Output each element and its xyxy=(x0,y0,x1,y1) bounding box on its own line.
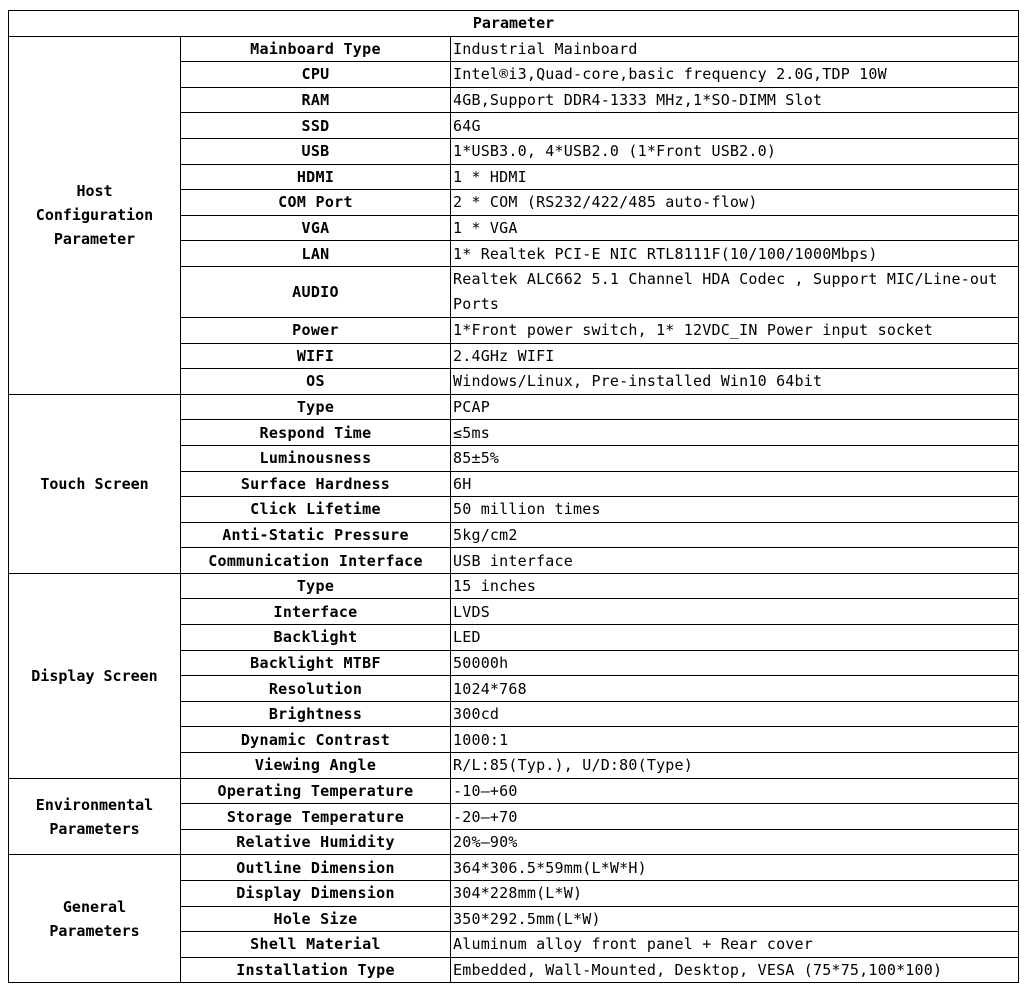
param-name: Click Lifetime xyxy=(181,497,451,523)
param-name: VGA xyxy=(181,215,451,241)
param-name: Respond Time xyxy=(181,420,451,446)
table-row xyxy=(9,36,1019,62)
param-value: Realtek ALC662 5.1 Channel HDA Codec , Support MIC/Line-out Ports xyxy=(451,266,1019,317)
param-value: Embedded, Wall-Mounted, Desktop, VESA (75*75,100*100) xyxy=(451,957,1019,983)
param-name: Storage Temperature xyxy=(181,804,451,830)
param-value: 1* Realtek PCI-E NIC RTL8111F(10/100/1000Mbps) xyxy=(451,241,1019,267)
param-value: 15 inches xyxy=(451,573,1019,599)
param-value: LVDS xyxy=(451,599,1019,625)
param-value: 50 million times xyxy=(451,497,1019,523)
param-name: OS xyxy=(181,369,451,395)
param-value: 4GB,Support DDR4-1333 MHz,1*SO-DIMM Slot xyxy=(451,87,1019,113)
group-name: Touch Screen xyxy=(9,394,181,573)
param-name: Outline Dimension xyxy=(181,855,451,881)
group-name: General Parameters xyxy=(9,855,181,983)
param-value: 1 * HDMI xyxy=(451,164,1019,190)
param-name: Shell Material xyxy=(181,932,451,958)
param-name: Display Dimension xyxy=(181,881,451,907)
param-value: 5kg/cm2 xyxy=(451,522,1019,548)
param-name: SSD xyxy=(181,113,451,139)
param-name: Luminousness xyxy=(181,445,451,471)
param-name: Dynamic Contrast xyxy=(181,727,451,753)
param-value: R/L:85(Typ.), U/D:80(Type) xyxy=(451,753,1019,779)
param-value: Windows/Linux, Pre-installed Win10 64bit xyxy=(451,369,1019,395)
param-name: Brightness xyxy=(181,701,451,727)
spec-table xyxy=(8,10,1019,983)
title-row xyxy=(9,11,1019,37)
param-name: Communication Interface xyxy=(181,548,451,574)
param-name: Backlight xyxy=(181,625,451,651)
group-name: Display Screen xyxy=(9,573,181,778)
param-value: 2 * COM (RS232/422/485 auto-flow) xyxy=(451,190,1019,216)
spec-body xyxy=(9,36,1019,983)
param-value: 2.4GHz WIFI xyxy=(451,343,1019,369)
param-name: CPU xyxy=(181,62,451,88)
param-value: 1 * VGA xyxy=(451,215,1019,241)
param-name: Type xyxy=(181,394,451,420)
param-name: Installation Type xyxy=(181,957,451,983)
param-value: -10—+60 xyxy=(451,778,1019,804)
param-value: PCAP xyxy=(451,394,1019,420)
param-name: Viewing Angle xyxy=(181,753,451,779)
param-value: ≤5ms xyxy=(451,420,1019,446)
param-value: 6H xyxy=(451,471,1019,497)
param-name: USB xyxy=(181,138,451,164)
param-name: WIFI xyxy=(181,343,451,369)
param-value: 20%—90% xyxy=(451,829,1019,855)
param-name: Resolution xyxy=(181,676,451,702)
param-value: Industrial Mainboard xyxy=(451,36,1019,62)
table-row xyxy=(9,778,1019,804)
param-value: 364*306.5*59mm(L*W*H) xyxy=(451,855,1019,881)
param-value: 1024*768 xyxy=(451,676,1019,702)
param-value: 1*Front power switch, 1* 12VDC_IN Power input socket xyxy=(451,317,1019,343)
table-title: Parameter xyxy=(9,11,1019,37)
param-name: LAN xyxy=(181,241,451,267)
param-name: Type xyxy=(181,573,451,599)
table-row xyxy=(9,573,1019,599)
param-name: AUDIO xyxy=(181,266,451,317)
group-name: Environmental Parameters xyxy=(9,778,181,855)
param-name: Operating Temperature xyxy=(181,778,451,804)
param-name: Interface xyxy=(181,599,451,625)
param-name: COM Port xyxy=(181,190,451,216)
param-name: Relative Humidity xyxy=(181,829,451,855)
group-name: Host Configuration Parameter xyxy=(9,36,181,394)
param-value: 1*USB3.0, 4*USB2.0 (1*Front USB2.0) xyxy=(451,138,1019,164)
param-name: HDMI xyxy=(181,164,451,190)
param-name: Mainboard Type xyxy=(181,36,451,62)
param-value: 350*292.5mm(L*W) xyxy=(451,906,1019,932)
param-name: Power xyxy=(181,317,451,343)
param-value: Aluminum alloy front panel + Rear cover xyxy=(451,932,1019,958)
param-name: Hole Size xyxy=(181,906,451,932)
param-value: LED xyxy=(451,625,1019,651)
param-value: 304*228mm(L*W) xyxy=(451,881,1019,907)
param-value: USB interface xyxy=(451,548,1019,574)
param-value: 300cd xyxy=(451,701,1019,727)
param-value: 64G xyxy=(451,113,1019,139)
param-value: -20—+70 xyxy=(451,804,1019,830)
param-name: Backlight MTBF xyxy=(181,650,451,676)
param-value: 1000:1 xyxy=(451,727,1019,753)
param-value: Intel®i3,Quad-core,basic frequency 2.0G,TDP 10W xyxy=(451,62,1019,88)
table-row xyxy=(9,394,1019,420)
param-value: 85±5% xyxy=(451,445,1019,471)
table-row xyxy=(9,855,1019,881)
param-name: Anti-Static Pressure xyxy=(181,522,451,548)
param-name: Surface Hardness xyxy=(181,471,451,497)
param-value: 50000h xyxy=(451,650,1019,676)
param-name: RAM xyxy=(181,87,451,113)
